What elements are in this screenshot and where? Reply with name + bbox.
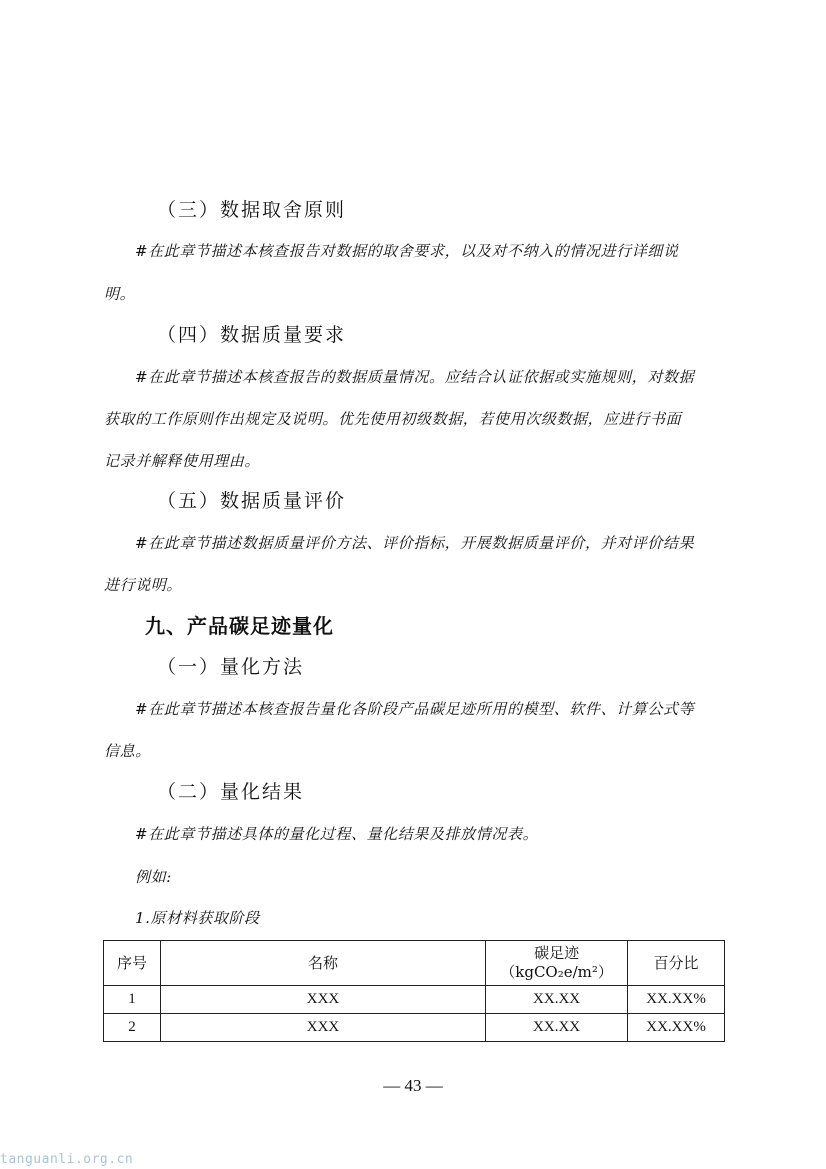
table-row [104, 1014, 725, 1042]
watermark: tanguanli.org.cn [0, 1152, 134, 1167]
section-heading: （四）数据质量要求 [157, 324, 347, 346]
table-row [104, 986, 725, 1014]
page-number: — 43 — [383, 1076, 443, 1095]
paragraph-line: #在此章节描述本核查报告的数据质量情况。应结合认证依据或实施规则，对数据 [135, 368, 695, 386]
cell-percent: XX.XX% [628, 1014, 725, 1042]
paragraph-line: #在此章节描述数据质量评价方法、评价指标，开展数据质量评价，并对评价结果 [135, 534, 695, 552]
cell-carbon-footprint: XX.XX [486, 986, 628, 1014]
table-header-row [104, 941, 725, 986]
paragraph-line: #在此章节描述本核查报告量化各阶段产品碳足迹所用的模型、软件、计算公式等 [135, 700, 695, 718]
paragraph-line: 明。 [104, 285, 136, 303]
section-heading: （五）数据质量评价 [157, 490, 347, 512]
cell-name: XXX [160, 986, 485, 1014]
carbon-footprint-table [103, 940, 725, 1042]
paragraph-line: #在此章节描述具体的量化过程、量化结果及排放情况表。 [135, 825, 539, 843]
chapter-heading: 九、产品碳足迹量化 [145, 614, 334, 638]
paragraph-line: 信息。 [104, 742, 151, 760]
header-percent: 百分比 [628, 941, 725, 986]
section-heading: （三）数据取舍原则 [157, 199, 347, 221]
header-seq: 序号 [104, 941, 161, 986]
cell-percent: XX.XX% [628, 986, 725, 1014]
section-heading: （二）量化结果 [157, 781, 305, 803]
header-cf-label: 碳足迹 [534, 944, 580, 962]
paragraph-line: 进行说明。 [104, 576, 183, 594]
header-name: 名称 [160, 941, 485, 986]
cell-seq: 1 [104, 986, 161, 1014]
paragraph-line: 获取的工作原则作出规定及说明。优先使用初级数据，若使用次级数据，应进行书面 [104, 410, 682, 428]
cell-carbon-footprint: XX.XX [486, 1014, 628, 1042]
section-heading: （一）量化方法 [157, 656, 305, 678]
cell-seq: 2 [104, 1014, 161, 1042]
header-carbon-footprint [486, 941, 628, 986]
paragraph-line: #在此章节描述本核查报告对数据的取舍要求，以及对不纳入的情况进行详细说 [135, 242, 679, 260]
paragraph-line: 1.原材料获取阶段 [135, 909, 260, 927]
header-cf-unit: （kgCO₂e/m²） [500, 963, 613, 981]
paragraph-line: 记录并解释使用理由。 [104, 452, 261, 470]
cell-name: XXX [160, 1014, 485, 1042]
paragraph-line: 例如: [135, 868, 172, 886]
